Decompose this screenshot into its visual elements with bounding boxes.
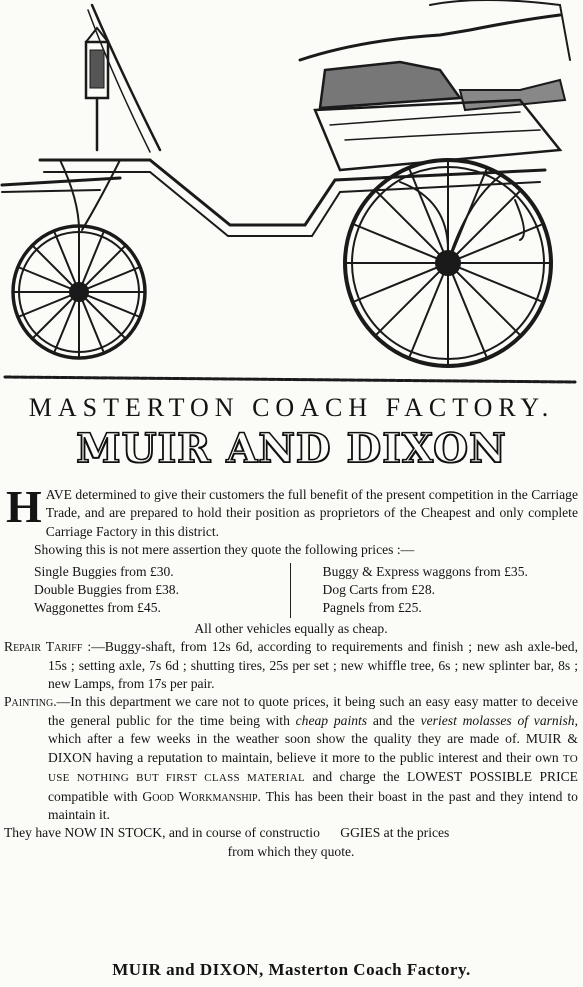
price-list [4,563,578,618]
price-item: Double Buggies from £38. [34,582,179,598]
price-item: Buggy & Express waggons from £35. [322,563,528,579]
advertisement-body [4,481,578,861]
stock-line-2: from which they quote. [227,843,355,859]
front-wheel [13,226,145,358]
showing-line: Showing this is not mere assertion they quote the following prices :— [34,542,415,558]
price-item: Dog Carts from £28. [322,582,436,598]
price-column-right [291,563,579,618]
repair-tariff-paragraph [4,638,578,693]
price-item: Single Buggies from £30. [34,563,174,579]
stock-line: They have NOW IN STOCK, and in course of constructio GGIES at the prices [4,825,450,841]
intro-paragraph [4,481,578,541]
price-item: Pagnels from £25. [322,600,422,616]
lamp-icon [86,28,108,150]
painting-text-2: and the [367,712,421,728]
repair-text: Buggy-shaft, from 12s 6d, according to requirements and finish ; new ash axle-bed, 15s ; setting axle, 7s 6d ; shutting tires, 25s per set ; new whiffle tree, 6s ; new splinter bar, 8s ; new Lamps, from 17s per pair. [48,639,578,692]
painting-caps-2: Good Workmanship. [142,788,261,804]
firm-heading: MUIR AND DIXON [76,425,507,472]
repair-label: Repair Tariff :— [4,639,105,655]
painting-paragraph [4,693,578,824]
price-item: Waggonettes from £45. [34,600,161,616]
painting-text-3: , which after a few weeks in the weather soon show the quality they are made of. MUIR & DIXON having a reputation to maintain, believe it more to the public interest and their own [48,712,578,765]
all-other-line: All other vehicles equally as cheap. [194,620,388,636]
painting-text-5: This has been their boast in the past and they intend to maintain it. [48,788,578,822]
price-column-left [4,563,291,618]
painting-text-1: In this department we care not to quote prices, it being such an easy easy matter to deceive the general public for the time being with [48,694,578,728]
painting-label: Painting.— [4,694,71,710]
footer-signature: MUIR and DIXON, Masterton Coach Factory. [112,960,471,979]
painting-text-4: and charge the LOWEST POSSIBLE PRICE compatible with [48,769,578,804]
painting-caps-1: TO USE NOTHING BUT FIRST CLASS MATERIAL [48,752,578,785]
painting-italic-1: cheap paints [295,712,368,728]
painting-italic-2: veriest molasses of varnish [420,712,575,728]
factory-heading: MASTERTON COACH FACTORY. [28,393,555,422]
intro-text: AVE determined to give their customers the full benefit of the present competition in the Carriage Trade, and are prepared to hold their position as proprietors of the Cheapest and only complete Carriage Factory in this district. [45,487,578,539]
drop-cap: H [6,481,42,532]
buggy-illustration [0,0,583,392]
